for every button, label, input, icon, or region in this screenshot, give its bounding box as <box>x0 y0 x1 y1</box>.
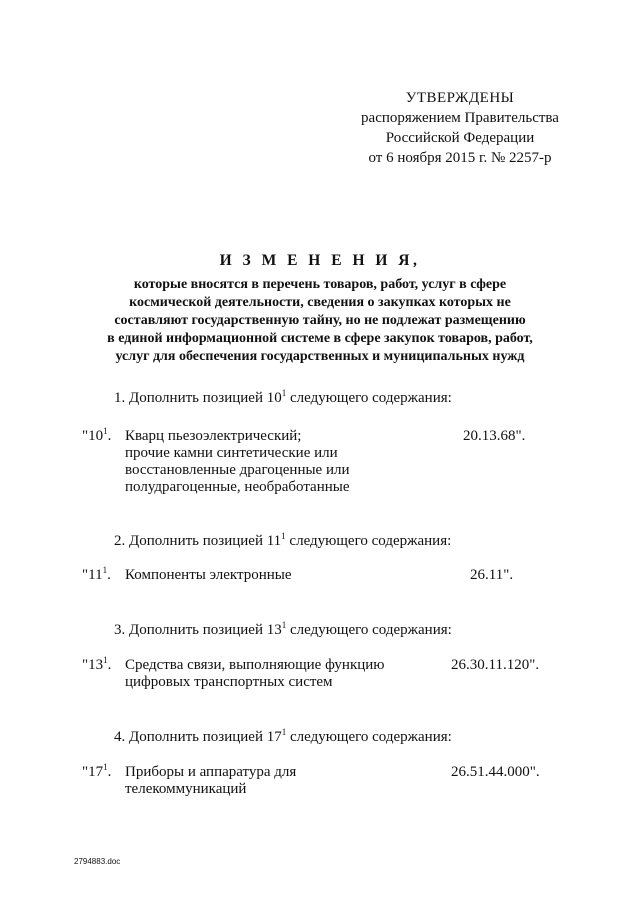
item-2-number-sup: 1 <box>102 565 108 575</box>
item-4-heading-text: 4. Дополнить позицией 17 <box>114 729 282 745</box>
item-4-number <box>82 764 111 781</box>
description-line: прочие камни синтетические или <box>125 445 338 461</box>
item-1-heading <box>114 390 452 407</box>
subtitle-line: космической деятельности, сведения о закупках которых не <box>129 295 511 310</box>
document-subtitle <box>60 276 580 366</box>
description-line: Средства связи, выполняющие функцию <box>125 657 385 673</box>
description-line: полудрагоценные, необработанные <box>125 479 350 495</box>
description-line: Компоненты электронные <box>125 567 292 583</box>
item-3-number-text: "13 <box>82 657 104 673</box>
item-2-number <box>82 567 111 584</box>
item-2-heading-sup: 1 <box>281 531 286 541</box>
item-3-number <box>82 657 111 674</box>
item-2-number-text: "11 <box>82 567 103 583</box>
description-line: цифровых транспортных систем <box>125 674 333 690</box>
item-1-number <box>82 428 111 445</box>
description-line: Кварц пьезоэлектрический; <box>125 428 302 444</box>
item-3-code: 26.30.11.120". <box>451 657 540 673</box>
item-3-number-suffix: . <box>107 657 112 673</box>
item-2-code: 26.11". <box>470 567 514 583</box>
item-3-description <box>125 657 415 691</box>
item-4-number-text: "17 <box>82 764 104 780</box>
subtitle-line: услуг для обеспечения государственных и муниципальных нужд <box>115 349 525 364</box>
item-3-heading-sup: 1 <box>281 620 287 630</box>
item-1-number-suffix: . <box>107 428 112 444</box>
document-title: И З М Е Н Е Н И Я, <box>219 252 421 269</box>
item-4-description <box>125 764 385 798</box>
item-4-heading-sup: 1 <box>281 727 287 737</box>
subtitle-line: в единой информационной системе в сфере закупок товаров, работ, <box>107 331 533 346</box>
item-4-heading <box>114 729 452 746</box>
approval-heading: УТВЕРЖДЕНЫ <box>405 90 515 106</box>
item-1-number-sup: 1 <box>103 426 108 436</box>
item-4-number-sup: 1 <box>103 762 108 772</box>
item-2-number-suffix: . <box>107 567 111 583</box>
item-1-heading-text: 1. Дополнить позицией 10 <box>114 390 282 406</box>
approval-line-1: распоряжением Правительства <box>361 110 559 126</box>
description-line: Приборы и аппаратура для <box>125 764 297 780</box>
item-4-number-suffix: . <box>107 764 112 780</box>
item-3-heading-text: 3. Дополнить позицией 13 <box>114 622 282 638</box>
approval-line-2: Российской Федерации <box>385 130 535 146</box>
item-2-heading <box>114 533 451 550</box>
item-2-heading-text: 2. Дополнить позицией 11 <box>114 533 282 549</box>
approval-block <box>340 88 580 168</box>
item-1-code: 20.13.68". <box>463 428 526 444</box>
item-4-code: 26.51.44.000". <box>451 764 540 780</box>
subtitle-line: которые вносятся в перечень товаров, работ, услуг в сфере <box>133 277 507 292</box>
item-3-heading <box>114 622 452 639</box>
item-4-heading-suffix: следующего содержания: <box>286 729 452 745</box>
item-3-heading-suffix: следующего содержания: <box>286 622 452 638</box>
file-reference: 2794883.doc <box>74 857 121 866</box>
approval-line-3: от 6 ноября 2015 г. № 2257-р <box>368 150 552 166</box>
item-1-heading-suffix: следующего содержания: <box>286 390 452 406</box>
subtitle-line: составляют государственную тайну, но не подлежат размещению <box>114 313 526 328</box>
item-1-heading-sup: 1 <box>281 388 287 398</box>
description-line: восстановленные драгоценные или <box>125 462 350 478</box>
item-1-description <box>125 428 385 496</box>
item-2-heading-suffix: следующего содержания: <box>285 533 452 549</box>
item-3-number-sup: 1 <box>103 655 108 665</box>
item-1-number-text: "10 <box>82 428 104 444</box>
item-2-description <box>125 567 385 584</box>
description-line: телекоммуникаций <box>125 781 247 797</box>
